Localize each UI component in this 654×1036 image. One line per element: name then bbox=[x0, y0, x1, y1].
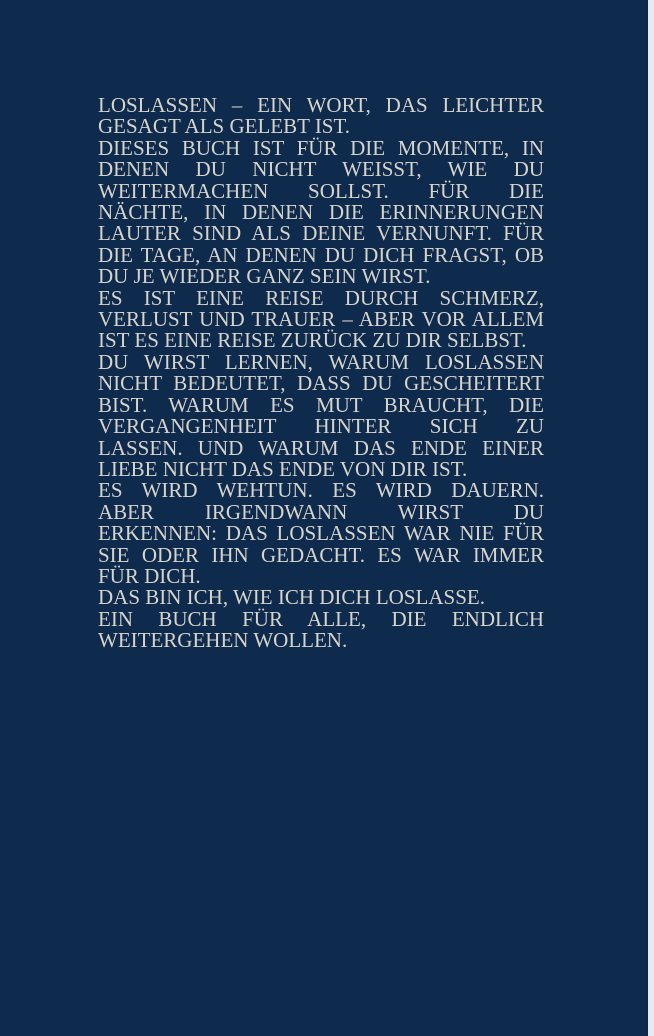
paragraph bbox=[98, 480, 544, 587]
text-line: IST ES EINE REISE ZURÜCK ZU DIR SELBST. bbox=[98, 328, 527, 353]
text-line: VERLUST UND TRAUER – ABER VOR ALLEM bbox=[98, 307, 544, 332]
text-line: BIST. WARUM ES MUT BRAUCHT, DIE bbox=[98, 392, 544, 417]
text-line: DU JE WIEDER GANZ SEIN WIRST. bbox=[98, 264, 431, 289]
text-line: DIE TAGE, AN DENEN DU DICH FRAGST, OB bbox=[98, 242, 544, 267]
text-line: ES IST EINE REISE DURCH SCHMERZ, bbox=[98, 285, 544, 310]
text-line: ERKENNEN: DAS LOSLASSEN WAR NIE FÜR bbox=[98, 521, 544, 546]
paragraph bbox=[98, 95, 544, 138]
text-line: DIESES BUCH IST FÜR DIE MOMENTE, IN bbox=[98, 135, 544, 160]
text-line: FÜR DICH. bbox=[98, 563, 201, 588]
paragraph bbox=[98, 285, 544, 353]
text-line: LAUTER SIND ALS DEINE VERNUNFT. FÜR bbox=[98, 221, 544, 246]
text-line: DAS BIN ICH, WIE ICH DICH LOSLASSE. bbox=[98, 585, 485, 610]
page-edge-strip bbox=[648, 0, 654, 1036]
text-line: NICHT BEDEUTET, DASS DU GESCHEITERT bbox=[98, 371, 544, 396]
text-line: DENEN DU NICHT WEISST, WIE DU bbox=[98, 157, 544, 182]
text-line: LOSLASSEN – EIN WORT, DAS LEICHTER bbox=[98, 93, 544, 117]
text-line: NÄCHTE, IN DENEN DIE ERINNERUNGEN bbox=[98, 200, 544, 225]
text-line: ES WIRD WEHTUN. ES WIRD DAUERN. bbox=[98, 478, 544, 503]
blurb-text-block bbox=[98, 95, 544, 652]
text-line: LIEBE NICHT DAS ENDE VON DIR IST. bbox=[98, 456, 468, 481]
text-line: GESAGT ALS GELEBT IST. bbox=[98, 114, 351, 139]
text-line: WEITERMACHEN SOLLST. FÜR DIE bbox=[98, 178, 544, 203]
paragraph bbox=[98, 587, 544, 608]
text-line: WEITERGEHEN WOLLEN. bbox=[98, 628, 348, 653]
text-line: DU WIRST LERNEN, WARUM LOSLASSEN bbox=[98, 349, 544, 374]
paragraph bbox=[98, 135, 544, 289]
text-line: LASSEN. UND WARUM DAS ENDE EINER bbox=[98, 435, 544, 460]
paragraph bbox=[98, 349, 544, 481]
text-line: ABER IRGENDWANN WIRST DU bbox=[98, 499, 544, 524]
text-line: SIE ODER IHN GEDACHT. ES WAR IMMER bbox=[98, 542, 544, 567]
paragraph bbox=[98, 606, 544, 653]
text-line: EIN BUCH FÜR ALLE, DIE ENDLICH bbox=[98, 606, 544, 631]
text-line: VERGANGENHEIT HINTER SICH ZU bbox=[98, 414, 544, 439]
